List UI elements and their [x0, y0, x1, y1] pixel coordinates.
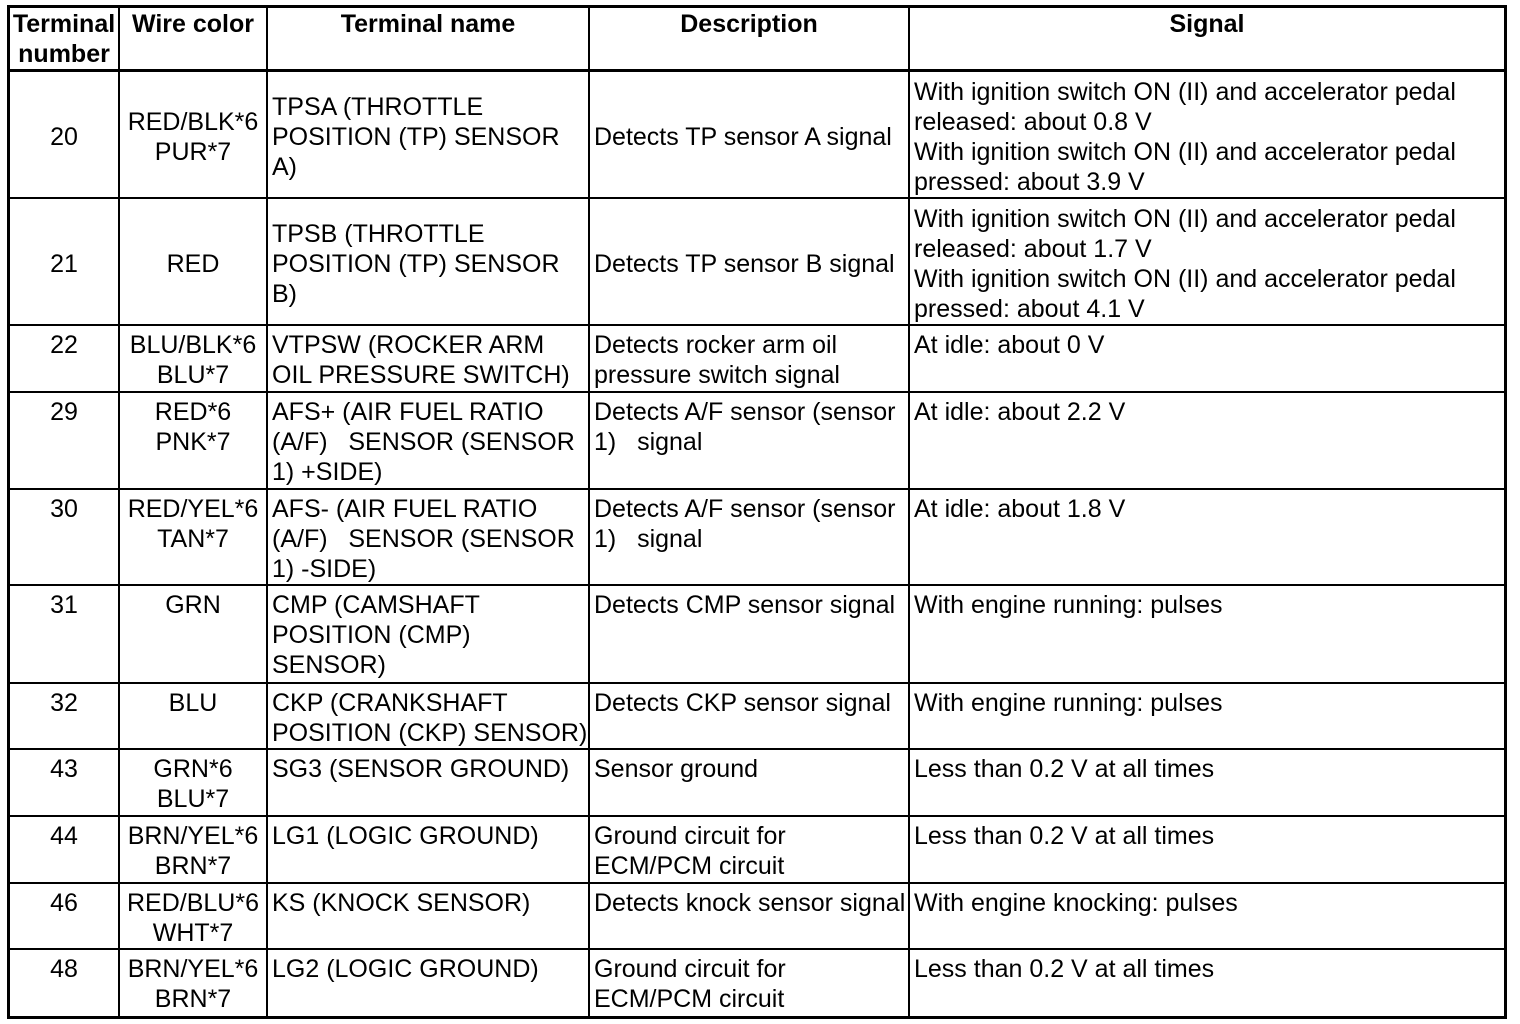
cell-description: Ground circuit for ECM/PCM circuit — [590, 950, 910, 1016]
cell-wire-color: RED/YEL*6 TAN*7 — [120, 490, 268, 586]
cell-wire-color: BRN/YEL*6 BRN*7 — [120, 817, 268, 884]
cell-terminal-name: TPSB (THROTTLE POSITION (TP) SENSOR B) — [268, 199, 590, 326]
cell-description: Detects TP sensor B signal — [590, 199, 910, 326]
cell-description: Detects CKP sensor signal — [590, 684, 910, 750]
header-terminal-number: Terminal number — [10, 8, 120, 72]
cell-signal: Less than 0.2 V at all times — [910, 817, 1504, 884]
cell-signal: At idle: about 1.8 V — [910, 490, 1504, 586]
cell-terminal-number: 21 — [10, 199, 120, 326]
cell-description: Detects A/F sensor (sensor 1) signal — [590, 490, 910, 586]
cell-terminal-number: 48 — [10, 950, 120, 1016]
cell-terminal-name: VTPSW (ROCKER ARM OIL PRESSURE SWITCH) — [268, 326, 590, 393]
cell-description: Detects A/F sensor (sensor 1) signal — [590, 393, 910, 490]
cell-terminal-number: 31 — [10, 586, 120, 684]
cell-signal: Less than 0.2 V at all times — [914, 955, 1215, 983]
cell-terminal-name: LG1 (LOGIC GROUND) — [268, 817, 590, 884]
cell-terminal-name: CKP (CRANKSHAFT POSITION (CKP) SENSOR) — [268, 684, 590, 750]
cell-signal: At idle: about 0 V — [910, 326, 1504, 393]
cell-signal: At idle: about 2.2 V — [910, 393, 1504, 490]
cell-wire-color: BRN/YEL*6 BRN*7 — [120, 950, 268, 1016]
cell-wire-color: RED — [120, 199, 268, 326]
cell-terminal-name: AFS- (AIR FUEL RATIO (A/F) SENSOR (SENSOR 1) -SIDE) — [268, 490, 590, 586]
header-terminal-name: Terminal name — [268, 8, 590, 72]
cell-description: Sensor ground — [590, 750, 910, 817]
cell-terminal-name: SG3 (SENSOR GROUND) — [268, 750, 590, 817]
cell-wire-color: RED*6 PNK*7 — [120, 393, 268, 490]
cell-description: Detects TP sensor A signal — [590, 72, 910, 199]
cell-terminal-name: TPSA (THROTTLE POSITION (TP) SENSOR A) — [268, 72, 590, 199]
cell-signal: With engine running: pulses — [910, 586, 1504, 684]
cell-signal: With ignition switch ON (II) and accelerator pedal released: about 1.7 V With ignition switch ON (II) and accelerator pedal pressed: about 4.1 V — [910, 199, 1504, 326]
cell-wire-color: GRN*6 BLU*7 — [120, 750, 268, 817]
cell-signal: Less than 0.2 V at all times — [910, 750, 1504, 817]
cell-terminal-number: 43 — [10, 750, 120, 817]
cell-terminal-number: 20 — [10, 72, 120, 199]
cell-description: Detects rocker arm oil pressure switch signal — [590, 326, 910, 393]
cell-signal: With ignition switch ON (II) and accelerator pedal released: about 0.8 V With ignition switch ON (II) and accelerator pedal pressed: about 3.9 V — [910, 72, 1504, 199]
header-wire-color: Wire color — [120, 8, 268, 72]
cell-wire-color: BLU — [120, 684, 268, 750]
cell-terminal-number: 32 — [10, 684, 120, 750]
cell-terminal-number: 22 — [10, 326, 120, 393]
header-signal: Signal — [910, 8, 1504, 72]
cell-wire-color: BLU/BLK*6 BLU*7 — [120, 326, 268, 393]
cell-terminal-name: KS (KNOCK SENSOR) — [268, 884, 590, 950]
cell-wire-color: GRN — [120, 586, 268, 684]
cell-description: Detects knock sensor signal — [590, 884, 910, 950]
cell-terminal-number: 29 — [10, 393, 120, 490]
cell-description: Ground circuit for ECM/PCM circuit — [590, 817, 910, 884]
cell-terminal-number: 46 — [10, 884, 120, 950]
cell-terminal-number: 44 — [10, 817, 120, 884]
cell-terminal-number: 30 — [10, 490, 120, 586]
terminal-table — [7, 5, 1507, 1019]
header-description: Description — [590, 8, 910, 72]
cell-wire-color: RED/BLK*6 PUR*7 — [120, 72, 268, 199]
cell-wire-color: RED/BLU*6 WHT*7 — [120, 884, 268, 950]
cell-terminal-name: CMP (CAMSHAFT POSITION (CMP) SENSOR) — [268, 586, 590, 684]
cell-signal: With engine knocking: pulses — [910, 884, 1504, 950]
cell-signal: With engine running: pulses — [910, 684, 1504, 750]
cell-description: Detects CMP sensor signal — [590, 586, 910, 684]
cell-terminal-name: LG2 (LOGIC GROUND) — [268, 950, 590, 1016]
cell-terminal-name: AFS+ (AIR FUEL RATIO (A/F) SENSOR (SENSOR 1) +SIDE) — [268, 393, 590, 490]
